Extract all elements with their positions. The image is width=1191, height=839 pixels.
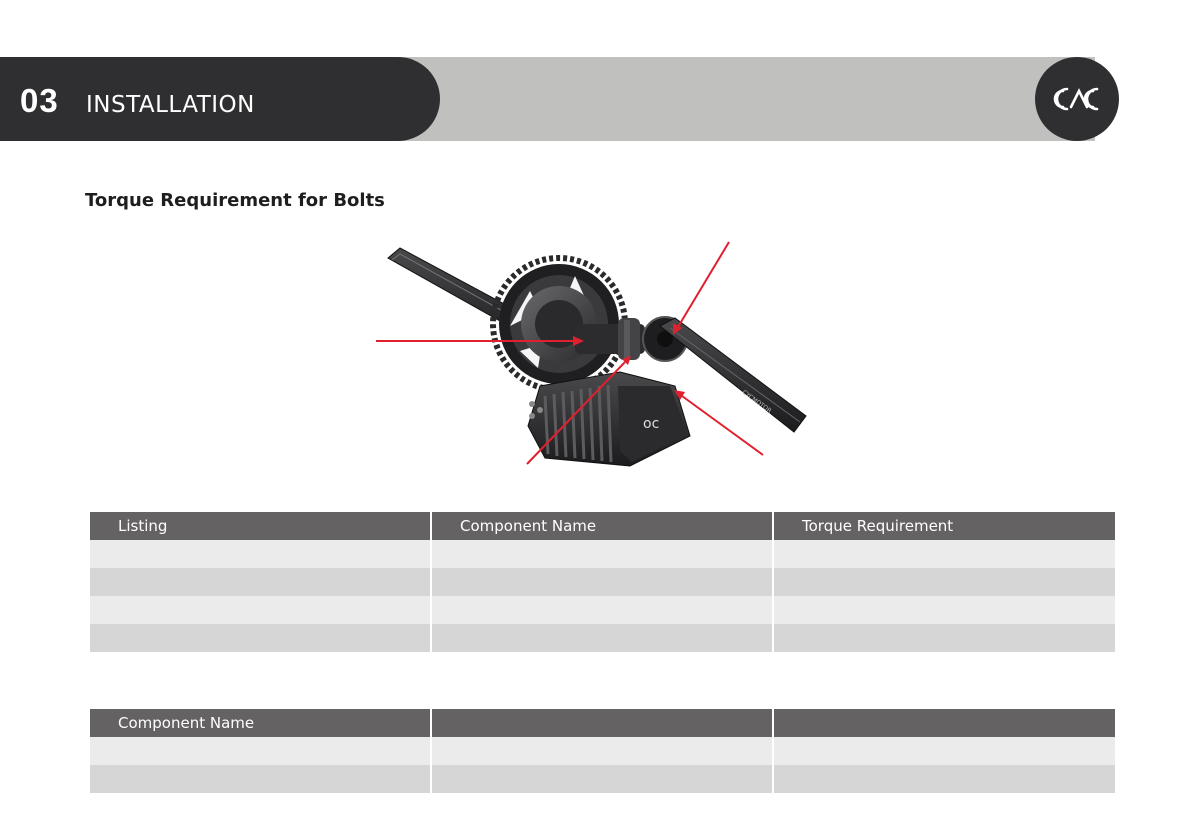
table-cell (773, 568, 1115, 596)
column-header-torque-requirement: Torque Requirement (773, 512, 1115, 540)
table-header-row (90, 512, 1115, 540)
table-header-row (90, 709, 1115, 737)
page-subtitle: Torque Requirement for Bolts (85, 190, 385, 211)
brand-logo (1035, 57, 1119, 141)
table-cell (431, 737, 773, 765)
table-cell (431, 596, 773, 624)
table-cell (90, 765, 431, 793)
table-cell (773, 596, 1115, 624)
column-header-blank (773, 709, 1115, 737)
table-cell (90, 568, 431, 596)
table-cell (773, 624, 1115, 652)
table-row (90, 568, 1115, 596)
section-title: INSTALLATION (86, 92, 255, 118)
arrow-crank-bolt (678, 242, 729, 327)
motor-brand-mark: oc (643, 416, 660, 432)
table-row (90, 624, 1115, 652)
table-row (90, 540, 1115, 568)
table-cell (90, 596, 431, 624)
table-row (90, 765, 1115, 793)
motor-housing (528, 372, 690, 466)
table-cell (431, 568, 773, 596)
table-cell (773, 540, 1115, 568)
column-header-listing: Listing (90, 512, 431, 540)
table-row (90, 737, 1115, 765)
table-row (90, 596, 1115, 624)
table-cell (431, 765, 773, 793)
table-cell (431, 624, 773, 652)
column-header-component-name: Component Name (90, 709, 431, 737)
torque-table (90, 512, 1115, 652)
column-header-blank (431, 709, 773, 737)
table-cell (773, 737, 1115, 765)
table-cell (90, 737, 431, 765)
section-number: 03 (20, 82, 59, 119)
cyc-logo-icon (1049, 77, 1105, 121)
table-cell (773, 765, 1115, 793)
table-cell (431, 540, 773, 568)
crank-brand-text: CYCMOTOR (740, 388, 773, 415)
column-header-component-name: Component Name (431, 512, 773, 540)
component-table (90, 709, 1115, 793)
table-cell (90, 624, 431, 652)
table-cell (90, 540, 431, 568)
arrow-motor-bolt (682, 396, 763, 455)
mid-drive-motor-image (370, 236, 810, 476)
